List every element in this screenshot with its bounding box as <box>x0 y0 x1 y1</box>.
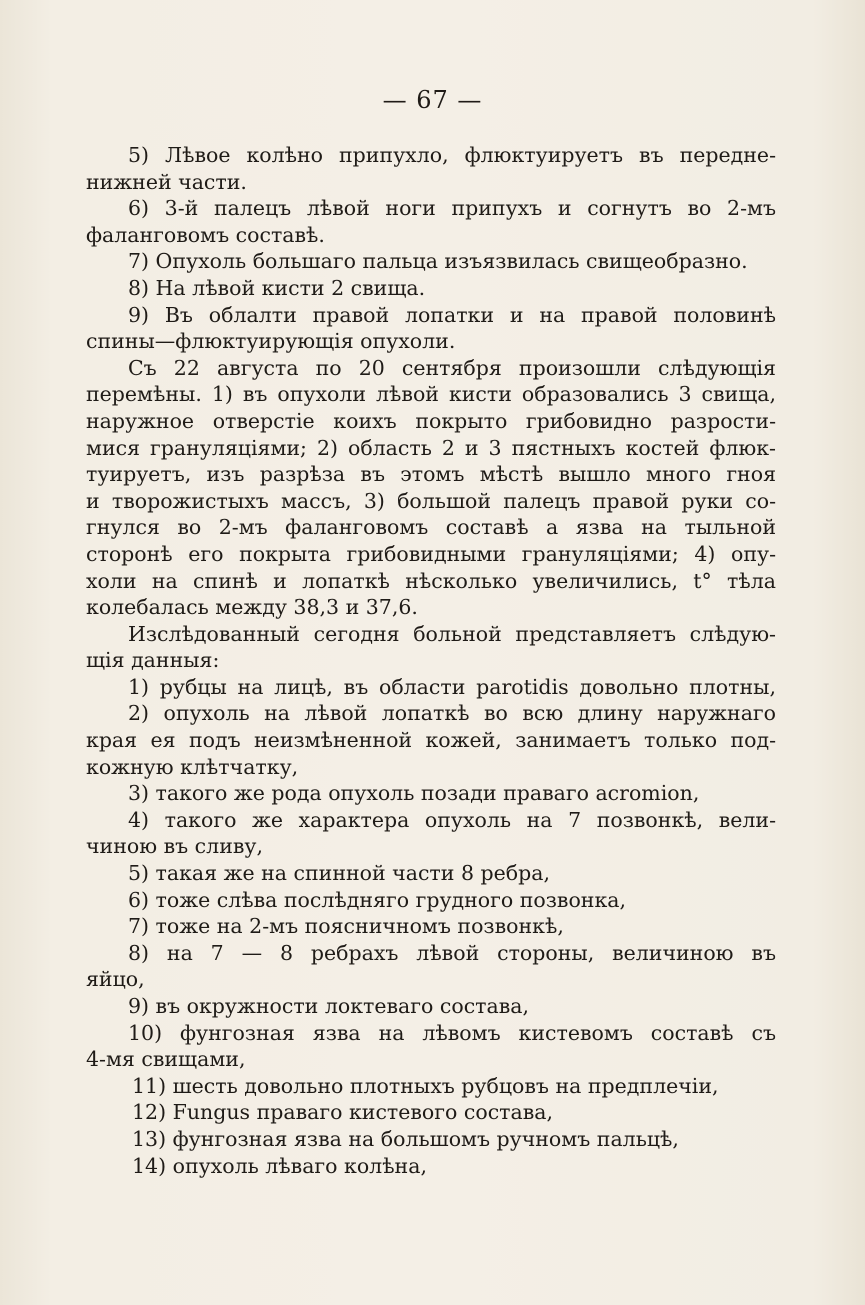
text-line: 1) рубцы на лицѣ, въ области parotidis довольно плотны, <box>128 674 776 699</box>
body-text <box>86 142 776 1179</box>
text-line: 6) 3-й палецъ лѣвой ноги припухъ и согнутъ во 2-мъ <box>128 196 776 221</box>
text-line: гнулся во 2-мъ фаланговомъ составѣ а язва на тыльной <box>86 515 776 540</box>
text-line: мися грануляціями; 2) область 2 и 3 пястныхъ костей флюк- <box>86 435 776 460</box>
text-line: 9) Въ облалти правой лопатки и на правой половинѣ <box>128 302 776 327</box>
text-line: края ея подъ неизмѣненной кожей, занимаетъ только под- <box>86 728 776 753</box>
text-line: кожную клѣтчатку, <box>86 754 299 779</box>
text-line: фаланговомъ составѣ. <box>86 222 325 247</box>
text-line: 5) такая же на спинной части 8 ребра, <box>128 861 550 886</box>
text-line: колебалась между 38,3 и 37,6. <box>86 595 418 620</box>
page-number: — 67 — <box>382 86 483 114</box>
text-line: 4-мя свищами, <box>86 1047 246 1072</box>
text-line: 12) Fungus праваго кистевого состава, <box>132 1100 554 1125</box>
text-line: сторонѣ его покрыта грибовидными грануляціями; 4) опу- <box>86 541 776 566</box>
text-line: 7) тоже на 2-мъ поясничномъ позвонкѣ, <box>128 914 564 939</box>
text-line: 2) опухоль на лѣвой лопаткѣ во всю длину наружнаго <box>128 701 776 726</box>
text-line: 8) на 7 — 8 ребрахъ лѣвой стороны, величиною въ <box>128 940 776 965</box>
text-line: 14) опухоль лѣваго колѣна, <box>132 1153 427 1178</box>
text-line: и творожистыхъ массъ, 3) большой палецъ правой руки со- <box>86 488 776 513</box>
text-line: 6) тоже слѣва послѣдняго грудного позвонка, <box>128 887 627 912</box>
text-line: 13) фунгозная язва на большомъ ручномъ пальцѣ, <box>132 1126 679 1151</box>
text-line: 5) Лѣвое колѣно припухло, флюктуируетъ въ передне- <box>128 143 776 167</box>
text-line: яйцо, <box>86 967 145 992</box>
text-line: туируетъ, изъ разрѣза въ этомъ мѣстѣ вышло много гноя <box>86 462 776 487</box>
text-line: чиною въ сливу, <box>86 834 263 859</box>
text-line: холи на спинѣ и лопаткѣ нѣсколько увеличились, t° тѣла <box>86 568 776 593</box>
text-line: 3) такого же рода опухоль позади праваго acromion, <box>128 781 700 806</box>
text-line: 7) Опухоль большаго пальца изъязвилась свищеобразно. <box>128 249 748 274</box>
text-line: Съ 22 августа по 20 сентября произошли слѣдующія <box>128 355 776 380</box>
text-line: Изслѣдованный сегодня больной представляетъ слѣдую- <box>128 621 776 646</box>
text-line: наружное отверстіе коихъ покрыто грибовидно разрости- <box>86 408 776 433</box>
text-line: 10) фунгозная язва на лѣвомъ кистевомъ составѣ съ <box>128 1020 776 1045</box>
text-line: 8) На лѣвой кисти 2 свища. <box>128 275 426 300</box>
text-line: нижней части. <box>86 169 247 194</box>
text-line: 9) въ окружности локтеваго состава, <box>128 994 530 1018</box>
text-line: 11) шесть довольно плотныхъ рубцовъ на предплечіи, <box>132 1073 719 1098</box>
text-line: щія данныя: <box>86 648 220 673</box>
text-line: перемѣны. 1) въ опухоли лѣвой кисти образовались 3 свища, <box>86 382 776 407</box>
text-line: спины—флюктуирующія опухоли. <box>86 329 456 354</box>
text-line: 4) такого же характера опухоль на 7 позвонкѣ, вели- <box>128 807 776 832</box>
